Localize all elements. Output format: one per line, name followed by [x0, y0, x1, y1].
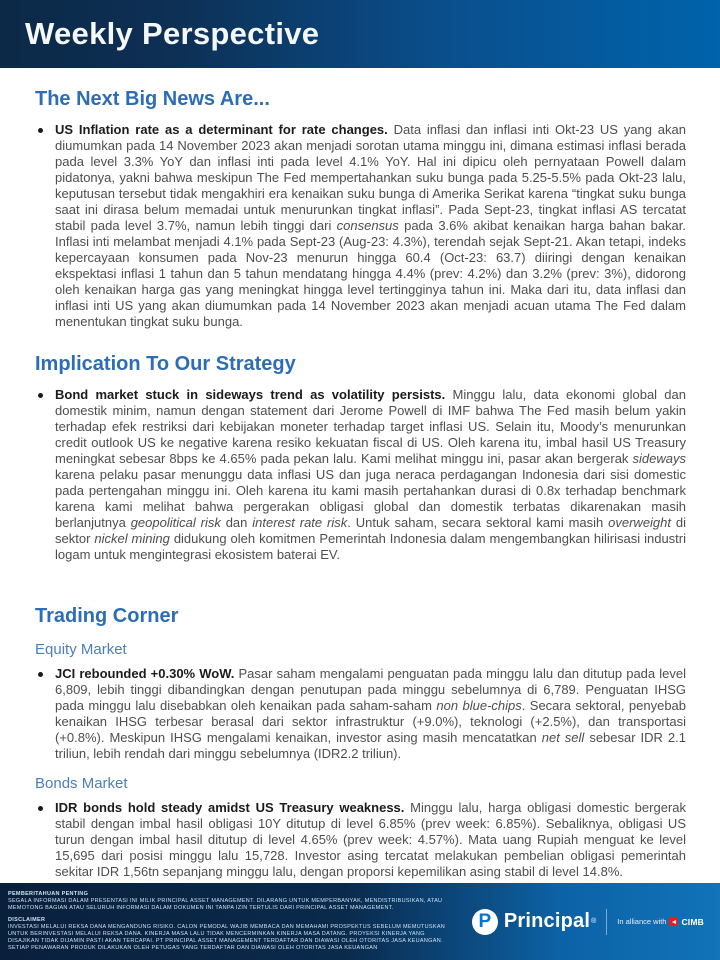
alliance-text: In alliance with	[617, 917, 667, 926]
disclaimer-body: INVESTASI MELALUI REKSA DANA MENGANDUNG RISIKO. CALON PEMODAL WAJIB MEMBACA DAN MEMAHAMI PROSPEKTUS SEBELUM MEMUTUSKAN UNTUK BERINVESTASI MELALUI REKSA DANA. KINERJA MASA LALU TIDAK MENCERMINKAN KINERJA MASA DATANG. PROYEKSI KINERJA YANG DISAJIKAN TIDAK DIJAMIN PASTI AKAN TERCAPAI. PT PRINCIPAL ASSET MANAGEMENT TERDAFTAR DAN DIAWASI OLEH OTORITAS JASA KEUANGAN. SETIAP PENAWARAN PRODUK DILAKUKAN OLEH PETUGAS YANG TERDAFTAR DAN DIAWASI OLEH OTORITAS JASA KEUANGAN	[8, 924, 446, 951]
alliance-lockup	[617, 917, 704, 927]
header-banner	[0, 0, 720, 68]
section-heading: The Next Big News Are...	[35, 88, 270, 110]
bullet-icon	[38, 672, 43, 677]
bullet-paragraph: Bond market stuck in sideways trend as volatility persists. Minggu lalu, data ekonomi global dan domestik minim, namun dengan statement dari Jerome Powell di IMF bahwa The Fed masih belum yakin terhadap efek restriksi dari kebijakan moneter terhadap target inflasi US. Selain itu, Moody’s menurunkan credit outlook US ke negative karena resiko kekuatan fiscal di US. Oleh karena itu, imbal hasil US Treasury meningkat sebesar 8bps ke 4.65% pada pekan lalu. Kami melihat minggu ini, pasar akan bergerak sideways karena pelaku pasar menunggu data inflasi US dan juga neraca perdagangan Indonesia dari sisi domestic pada pertengahan minggu ini. Oleh karena itu kami masih pertahankan durasi di 0.8x terhadap benchmark karena kami melihat bahwa pergerakan obligasi global dan domestik terbatas dikarenakan masih berlanjutnya geopolitical risk dan interest rate risk. Untuk saham, secara sektoral kami masih overweight di sektor nickel mining didukung oleh komitmen Pemerintah Indonesia dalam mengembangkan hilirisasi industri logam untuk mengintegrasi ekosistem baterai EV.	[55, 387, 687, 562]
page-title: Weekly Perspective	[25, 16, 320, 51]
section	[35, 353, 686, 563]
subsection-heading: Bonds Market	[35, 775, 128, 792]
bullet-item	[35, 800, 686, 880]
section-heading: Implication To Our Strategy	[35, 353, 296, 375]
bullet-icon	[38, 393, 43, 398]
section-heading: Trading Corner	[35, 605, 179, 627]
principal-wordmark: Principal	[503, 910, 591, 932]
cimb-arrow-icon	[672, 920, 676, 924]
bullet-paragraph: JCI rebounded +0.30% WoW. Pasar saham mengalami penguatan pada minggu lalu dan ditutup pada level 6,809, lebih tinggi dibandingkan dengan penutupan pada minggu sebelumnya di 6,789. Penguatan IHSG pada minggu lalu disebabkan oleh kenaikan pada saham-saham non blue-chips. Secara sektoral, penyebab kenaikan IHSG terbesar berasal dari sektor infrastruktur (+9.0%), teknologi (+2.5%), dan transportasi (+0.8%). Meskipun IHSG mengalami kenaikan, investor asing masih mencatatkan net sell sebesar IDR 2.1 triliun, lebih rendah dari minggu sebelumnya (IDR2.2 triliun).	[55, 666, 687, 761]
section	[35, 605, 686, 880]
bullet-icon	[38, 806, 43, 811]
bullet-paragraph: US Inflation rate as a determinant for rate changes. Data inflasi dan inflasi inti Okt-23 US yang akan diumumkan pada 14 November 2023 akan menjadi sorotan utama minggu ini, dimana estimasi inflasi berada pada level 3.3% YoY dan inflasi inti pada level 4.1% YoY. Hal ini dipicu oleh pernyataan Powell dalam pidatonya, yakni bahwa meskipun The Fed mempertahankan suku bunga pada 5.25-5.5% pada Okt-23 lalu, keputusan tersebut tidak mengakhiri era kenaikan suku bunga di Amerika Serikat karena “tingkat suku bunga saat ini dirasa belum memadai untuk menurunkan tingkat inflasi”. Pada Sept-23, tingkat inflasi AS tercatat stabil pada level 3.7%, namun lebih tinggi dari consensus pada 3.6% akibat kenaikan harga bahan bakar. Inflasi inti melambat menjadi 4.1% pada Sept-23 (Aug-23: 4.3%), terendah sejak Sept-21. Akan tetapi, indeks kepercayaan konsumen pada Nov-23 menurun hingga 60.4 (Oct-23: 63.7) diiringi dengan kenaikan ekspektasi inflasi 1 tahun dan 5 tahun mendatang hingga 4.4% (prev: 4.2%) dan 3.2% (prev: 3%), didorong oleh kenaikan harga gas yang meningkat hingga level tertingginya tahun ini. Maka dari itu, data inflasi dan inflasi inti US yang akan diumumkan pada 14 November 2023 akan menjadi acuan utama The Fed dalam menentukan tingkat suku bunga.	[55, 122, 686, 329]
principal-logo-icon: P	[472, 909, 498, 935]
content	[0, 68, 720, 883]
notice-title: PEMBERITAHUAN PENTING	[8, 891, 89, 897]
cimb-wordmark: CIMB	[681, 916, 704, 927]
subsection-heading: Equity Market	[35, 641, 127, 658]
cimb-logo-icon	[669, 917, 678, 926]
principal-logo	[472, 909, 704, 935]
bullet-item	[35, 387, 686, 563]
bullet-item	[35, 666, 686, 762]
disclaimer-title: DISCLAIMER	[8, 917, 46, 923]
bullet-icon	[38, 128, 43, 133]
bullet-paragraph: IDR bonds hold steady amidst US Treasury weakness. Minggu lalu, harga obligasi domestic bergerak stabil dengan imbal hasil obligasi 10Y ditutup di level 6.85% (prev week: 6.85%). Sebaliknya, obligasi US turun dengan imbal hasil ditutup di level 4.65% (prev week: 4.57%). Mata uang Rupiah menguat ke level 15,695 dari posisi minggu lalu 15,728. Investor asing tercatat melakukan pembelian obligasi pemerintah sekitar IDR 1,56tn sepanjang minggu lalu, dengan proporsi kepemilikan asing stabil di level 14.8%.	[55, 800, 686, 879]
footer	[0, 883, 720, 960]
logo-divider	[606, 909, 607, 935]
bullet-item	[35, 122, 686, 330]
notice-body: SEGALA INFORMASI DALAM PRESENTASI INI MILIK PRINCIPAL ASSET MANAGEMENT. DILARANG UNTUK MEMPERBANYAK, MENDISTRIBUSIKAN, ATAU MEMOTONG BAGIAN ATAU SELURUH INFORMASI DALAM DOKUMEN INI TANPA IZIN TERTULIS DARI PRINCIPAL ASSET MANAGEMENT.	[8, 898, 443, 911]
registered-mark: ®	[591, 918, 597, 925]
section	[35, 88, 686, 330]
